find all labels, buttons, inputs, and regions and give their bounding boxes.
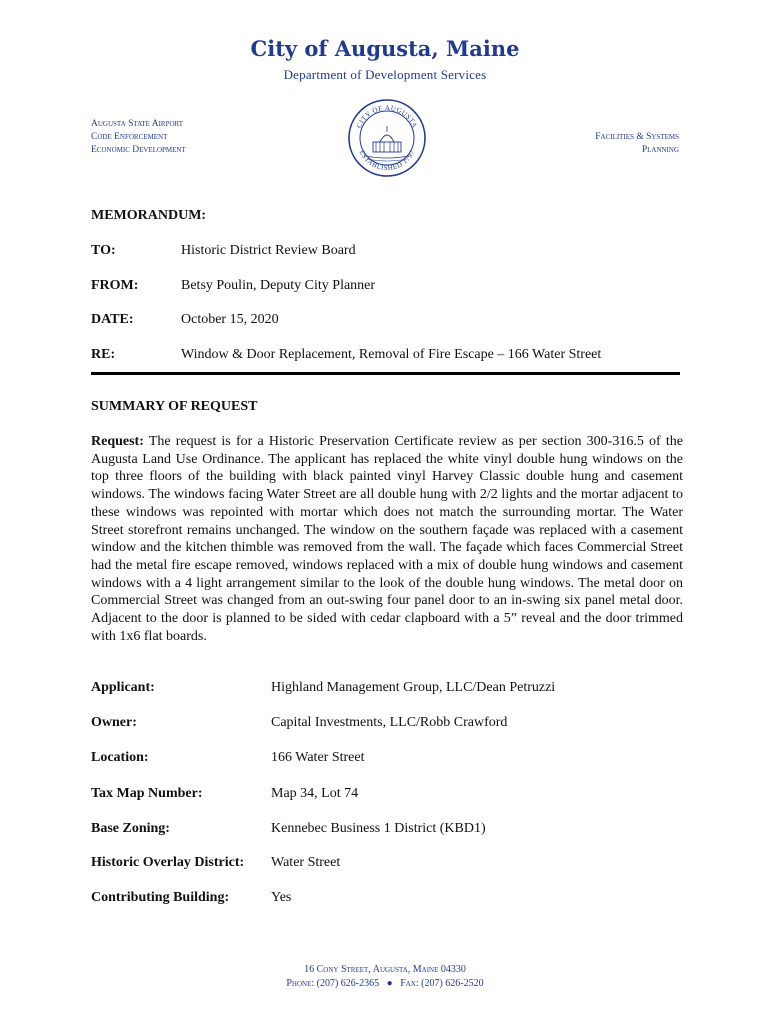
request-text: The request is for a Historic Preservation Certificate review as per section 300-316.5 of the Augusta Land Use Ordinance. The applicant has replaced the white vinyl double hung windows on the top three floors of the building with black painted vinyl Harvey Classic double hung and casement windows. The windows facing Water Street are all double hung with 2/2 lights and the mortar adjacent to these windows was repointed with mortar which does not match the surrounding mortar. The Water Street storefront remains unchanged. The window on the southern façade was replaced with a casement window and the kitchen thimble was removed from the wall. The façade which faces Commercial Street had the metal fire escape removed, windows replaced with a mix of double hung windows and casement windows with a 4 light arrangement similar to the look of the double hung windows. The metal door on Commercial Street was changed from an out-swing four panel door to an in-swing six panel metal door. Adjacent to the door is planned to be sided with cedar clapboard with a 5” reveal and the door trimmed with 1x6 flat boards. [91, 434, 683, 644]
left-item: Augusta State Airport [91, 119, 184, 129]
right-department-list [595, 131, 679, 157]
date-value: October 15, 2020 [181, 312, 279, 327]
contributing-building-value: Yes [271, 890, 292, 905]
right-item: Planning [641, 145, 679, 155]
tax-map-label: Tax Map Number: [91, 786, 203, 801]
svg-text:CITY OF AUGUSTA: CITY OF AUGUSTA [355, 103, 419, 130]
footer-fax: Fax: (207) 626-2520 [400, 978, 484, 989]
date-label: DATE: [91, 312, 134, 327]
request-label: Request: [91, 434, 144, 449]
footer-phone: Phone: (207) 626-2365 [286, 978, 380, 989]
left-item: Code Enforcement [91, 132, 168, 142]
from-label: FROM: [91, 278, 139, 293]
to-label: TO: [91, 243, 116, 258]
tax-map-value: Map 34, Lot 74 [271, 786, 359, 801]
historic-overlay-value: Water Street [271, 855, 341, 870]
base-zoning-label: Base Zoning: [91, 821, 170, 836]
right-item: Facilities & Systems [595, 132, 679, 142]
owner-label: Owner: [91, 715, 137, 730]
bullet-separator-icon: ● [381, 978, 398, 989]
header-divider [91, 372, 680, 375]
footer [0, 963, 770, 991]
location-label: Location: [91, 750, 149, 765]
left-item: Economic Development [91, 145, 186, 155]
left-department-list [91, 118, 186, 157]
from-value: Betsy Poulin, Deputy City Planner [181, 278, 376, 293]
city-seal-icon [347, 98, 427, 178]
re-label: RE: [91, 347, 116, 362]
re-value: Window & Door Replacement, Removal of Fire Escape – 166 Water Street [181, 347, 602, 362]
historic-overlay-label: Historic Overlay District: [91, 855, 245, 870]
location-value: 166 Water Street [271, 750, 365, 765]
summary-heading: SUMMARY OF REQUEST [91, 399, 258, 414]
base-zoning-value: Kennebec Business 1 District (KBD1) [271, 821, 486, 836]
footer-address: 16 Cony Street, Augusta, Maine 04330 [304, 964, 466, 975]
request-paragraph [91, 433, 683, 645]
to-value: Historic District Review Board [181, 243, 356, 258]
applicant-value: Highland Management Group, LLC/Dean Petruzzi [271, 680, 556, 695]
department-name: Department of Development Services [283, 67, 487, 82]
footer-contact [0, 977, 770, 991]
city-title: City of Augusta, Maine [250, 36, 520, 61]
contributing-building-label: Contributing Building: [91, 890, 230, 905]
memo-heading: MEMORANDUM: [91, 208, 207, 223]
applicant-label: Applicant: [91, 680, 155, 695]
owner-value: Capital Investments, LLC/Robb Crawford [271, 715, 508, 730]
svg-text:ESTABLISHED 1797: ESTABLISHED 1797 [357, 148, 417, 173]
